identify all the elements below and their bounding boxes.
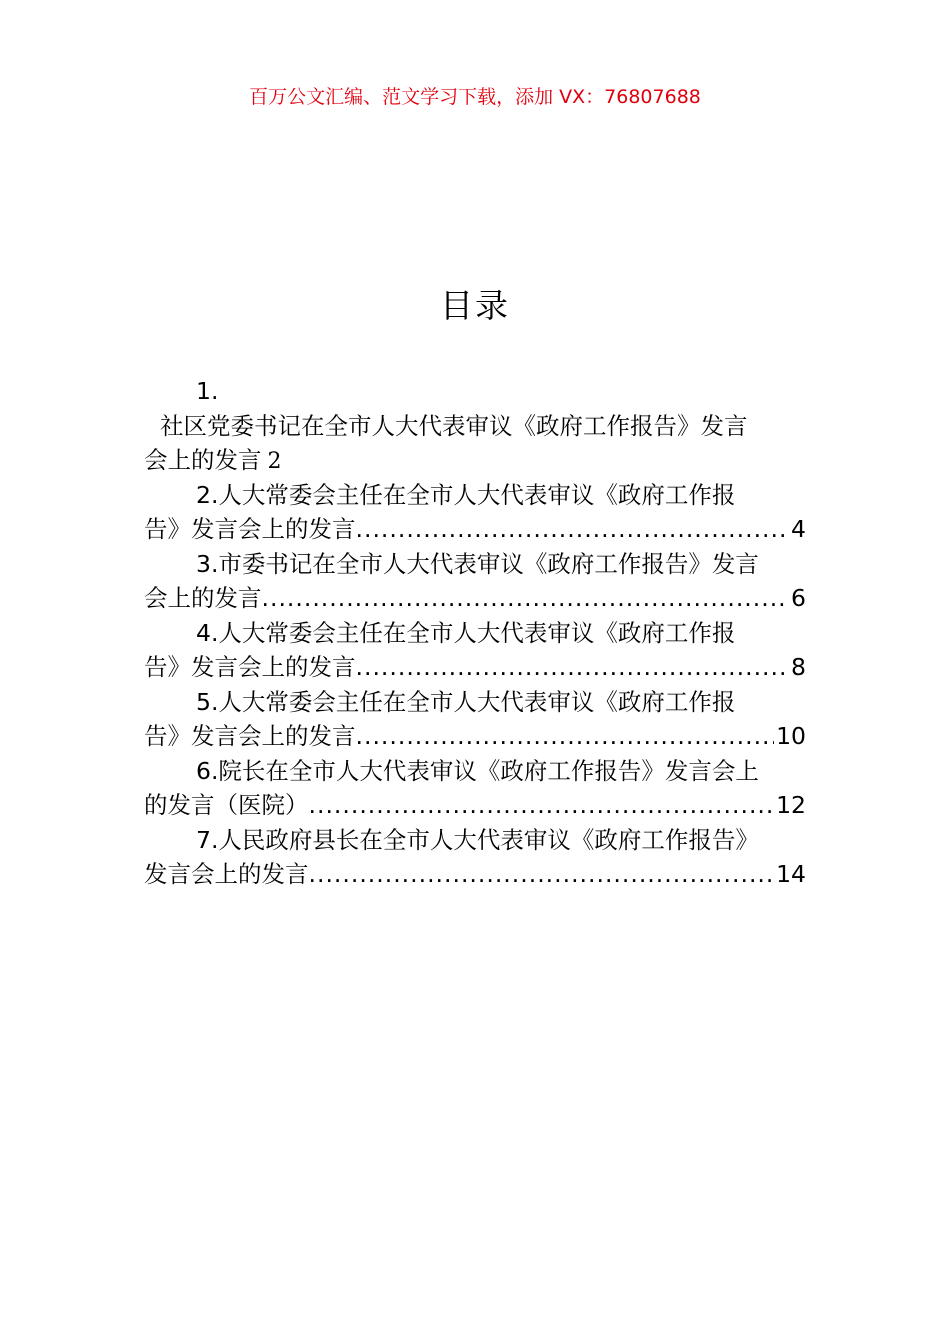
toc-entry-6-title-end: 的发言（医院）	[144, 791, 309, 819]
toc-entry-7-page: 14	[776, 860, 806, 888]
toc-entry-4-continuation[interactable]	[144, 650, 806, 685]
toc-entry-2-title-end: 告》发言会上的发言	[144, 515, 356, 543]
toc-entry-3-title-end: 会上的发言	[144, 584, 262, 612]
toc-entry-3-title[interactable]: 3.市委书记在全市人大代表审议《政府工作报告》发言	[196, 549, 759, 578]
toc-entry-6-title[interactable]: 6.院长在全市人大代表审议《政府工作报告》发言会上	[196, 756, 759, 785]
header-note: 百万公文汇编、范文学习下载，添加 VX：76807688	[249, 86, 701, 108]
toc-entry-4-page: 8	[791, 653, 806, 681]
toc-entry-1-page: 2	[267, 449, 282, 474]
toc-entry-5-leader	[356, 719, 775, 754]
toc-entry-4-title[interactable]: 4.人大常委会主任在全市人大代表审议《政府工作报	[196, 618, 736, 647]
toc-entry-7-title-end: 发言会上的发言	[144, 860, 309, 888]
toc-entry-2-continuation[interactable]	[144, 512, 806, 547]
page-title: 目录	[440, 286, 510, 325]
toc-entry-4-leader	[356, 650, 790, 685]
toc-entry-7-title[interactable]: 7.人民政府县长在全市人大代表审议《政府工作报告》	[196, 825, 759, 854]
toc-entry-6-continuation[interactable]	[144, 788, 806, 823]
toc-entry-1-number[interactable]: 1.	[196, 377, 219, 405]
toc-entry-5-page: 10	[776, 722, 806, 750]
toc-entry-6-leader	[309, 788, 775, 823]
table-of-contents	[144, 374, 806, 892]
toc-entry-5-title-end: 告》发言会上的发言	[144, 722, 356, 750]
toc-entry-2-title[interactable]: 2.人大常委会主任在全市人大代表审议《政府工作报	[196, 480, 736, 509]
toc-entry-7-leader	[309, 857, 775, 892]
toc-entry-5-continuation[interactable]	[144, 719, 806, 754]
toc-entry-3-leader	[262, 581, 790, 616]
toc-entry-2-page: 4	[791, 515, 806, 543]
toc-entry-4-title-end: 告》发言会上的发言	[144, 653, 356, 681]
toc-entry-5-title[interactable]: 5.人大常委会主任在全市人大代表审议《政府工作报	[196, 687, 736, 716]
toc-entry-3-page: 6	[791, 584, 806, 612]
toc-entry-1-title-end: 会上的发言	[144, 446, 262, 474]
toc-entry-2-leader	[356, 512, 790, 547]
toc-entry-1-title[interactable]: 社区党委书记在全市人大代表审议《政府工作报告》发言	[160, 411, 748, 440]
toc-entry-1-continuation[interactable]	[144, 443, 806, 478]
toc-entry-6-page: 12	[776, 791, 806, 819]
toc-entry-7-continuation[interactable]	[144, 857, 806, 892]
toc-entry-3-continuation[interactable]	[144, 581, 806, 616]
